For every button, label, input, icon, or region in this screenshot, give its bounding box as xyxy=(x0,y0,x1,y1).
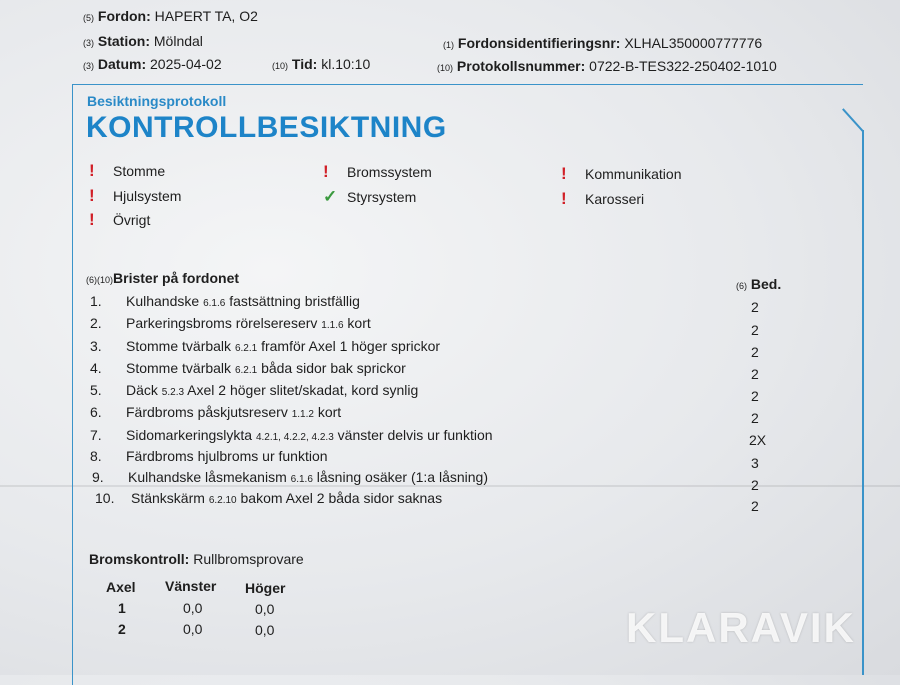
defect-row: 4. Stomme tvärbalk 6.2.1 båda sidor bak sprickor xyxy=(90,360,406,376)
defects-heading: (6)(10)Brister på fordonet xyxy=(86,270,240,286)
warning-icon: ! xyxy=(89,161,95,180)
station-field: (3) Station: Mölndal xyxy=(83,33,203,49)
assessment-value: 3 xyxy=(751,455,759,471)
assessment-value: 2 xyxy=(751,498,759,514)
assessment-value: 2X xyxy=(749,432,767,448)
assessment-heading: (6) Bed. xyxy=(736,276,782,292)
brake-right-value: 0,0 xyxy=(255,601,275,617)
warning-icon: ! xyxy=(561,164,567,183)
defect-row: 5. Däck 5.2.3 Axel 2 höger slitet/skadat, kord synlig xyxy=(90,382,419,398)
assessment-value: 2 xyxy=(751,322,759,338)
date-field: (3) Datum: 2025-04-02 xyxy=(83,56,222,72)
system-item-bromssystem: ! Bromssystem xyxy=(323,162,432,181)
defect-row: 3. Stomme tvärbalk 6.2.1 framför Axel 1 höger sprickor xyxy=(90,338,441,354)
watermark-logo: KLARAVIK xyxy=(626,604,856,651)
brake-col-right: Höger xyxy=(245,580,286,596)
defect-row: 6. Färdbroms påskjutsreserv 1.1.2 kort xyxy=(90,404,342,420)
vehicle-field: (5) Fordon: HAPERT TA, O2 xyxy=(83,8,258,24)
assessment-value: 2 xyxy=(751,477,759,493)
checkmark-icon: ✓ xyxy=(323,187,338,206)
assessment-value: 2 xyxy=(751,344,759,360)
defect-row: 2. Parkeringsbroms rörelsereserv 1.1.6 kort xyxy=(90,315,371,331)
brake-left-value: 0,0 xyxy=(183,621,203,637)
document-subtitle: Besiktningsprotokoll xyxy=(87,93,227,109)
system-item-stomme: ! Stomme xyxy=(89,161,166,180)
system-item-karosseri: ! Karosseri xyxy=(561,189,645,208)
assessment-value: 2 xyxy=(751,388,759,404)
warning-icon: ! xyxy=(561,189,567,208)
warning-icon: ! xyxy=(89,186,95,205)
warning-icon: ! xyxy=(323,162,329,181)
brake-col-left: Vänster xyxy=(165,578,217,594)
brake-axle-value: 1 xyxy=(118,600,126,616)
defect-row: 1. Kulhandske 6.1.6 fastsättning bristfällig xyxy=(90,293,360,309)
vehicle-id-field: (1) Fordonsidentifieringsnr: XLHAL350000777776 xyxy=(443,35,763,51)
defect-row: 7. Sidomarkeringslykta 4.2.1, 4.2.2, 4.2.3 vänster delvis ur funktion xyxy=(90,427,493,443)
brake-left-value: 0,0 xyxy=(183,600,203,616)
system-item-styrsystem: ✓ Styrsystem xyxy=(323,187,417,206)
assessment-value: 2 xyxy=(751,366,759,382)
assessment-value: 2 xyxy=(751,299,759,315)
time-field: (10) Tid: kl.10:10 xyxy=(272,56,371,72)
warning-icon: ! xyxy=(89,210,95,229)
assessment-value: 2 xyxy=(751,410,759,426)
brake-check-line: Bromskontroll: Rullbromsprovare xyxy=(89,551,304,567)
brake-col-axle: Axel xyxy=(106,579,136,595)
system-item-kommunikation: ! Kommunikation xyxy=(561,164,682,183)
protocol-number-field: (10) Protokollsnummer: 0722-B-TES322-250402-1010 xyxy=(437,58,777,74)
system-item-hjulsystem: ! Hjulsystem xyxy=(89,186,182,205)
frame-right-border xyxy=(862,130,864,675)
defect-row: 9. Kulhandske låsmekanism 6.1.6 låsning osäker (1:a låsning) xyxy=(92,469,488,485)
brake-right-value: 0,0 xyxy=(255,622,275,638)
defect-row: 8. Färdbroms hjulbroms ur funktion xyxy=(90,448,328,464)
document-title: KONTROLLBESIKTNING xyxy=(86,111,447,144)
brake-axle-value: 2 xyxy=(118,621,126,637)
system-item-ovrigt: ! Övrigt xyxy=(89,210,151,229)
defect-row: 10. Stänkskärm 6.2.10 bakom Axel 2 båda sidor saknas xyxy=(95,490,443,506)
